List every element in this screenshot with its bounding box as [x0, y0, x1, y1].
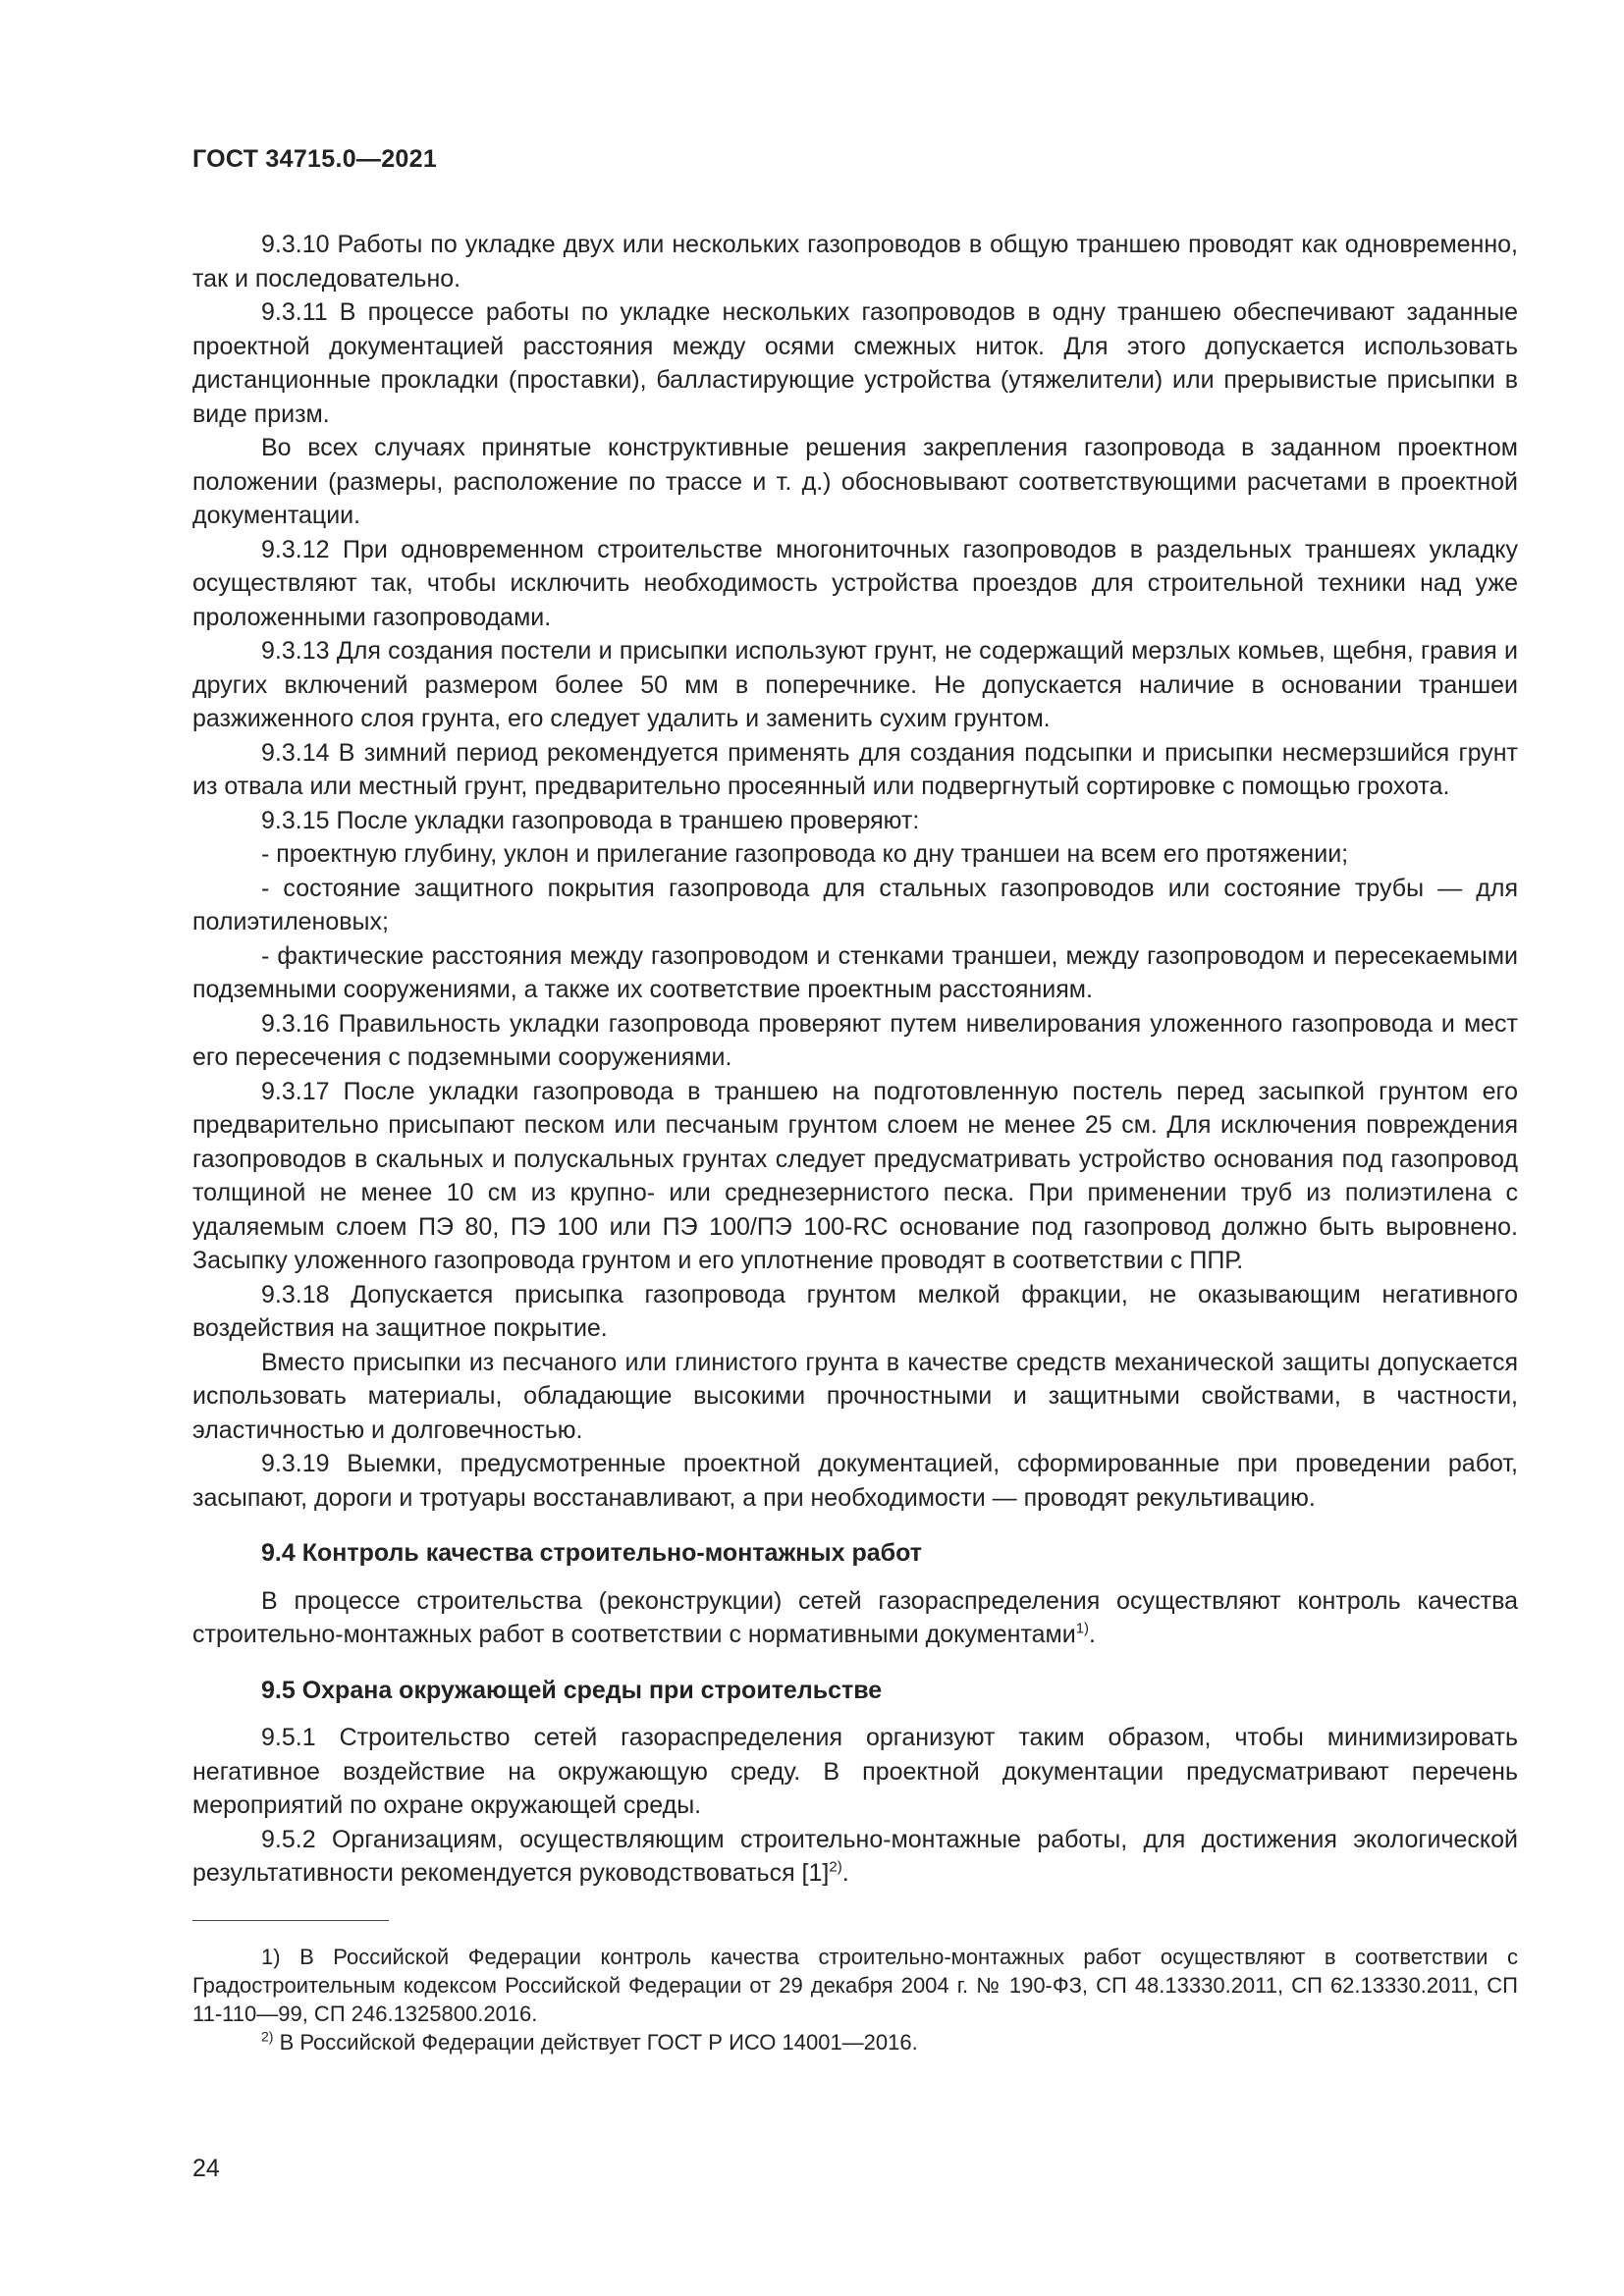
section-heading-9-4: 9.4 Контроль качества строительно-монтажных работ — [261, 1539, 922, 1567]
footnote-divider — [192, 1920, 389, 1921]
paragraph-9-3-15: 9.3.15 После укладки газопровода в траншею проверяют: — [261, 806, 920, 834]
paragraph-9-3-16: 9.3.16 Правильность укладки газопровода проверяют путем нивелирования уложенного газопровода и мест его пересечения с подземными сооружениями. — [192, 1009, 1518, 1071]
footnote-ref-1[interactable]: 1) — [1075, 1620, 1090, 1637]
paragraph-9-3-18-cont: Вместо присыпки из песчаного или глинистого грунта в качестве средств механической защиты допускается использовать материалы, обладающие высокими прочностными и защитными свойствами, в частности, эластичностью и долговечностью. — [192, 1348, 1518, 1444]
page-number: 24 — [192, 2155, 220, 2182]
footnote-2 — [192, 2028, 1518, 2056]
list-item: - проектную глубину, уклон и прилегание газопровода ко дну траншеи на всем его протяжении; — [261, 840, 1349, 868]
paragraph-9-5-2 — [192, 1823, 1518, 1891]
footnote-2-marker: 2) — [261, 2028, 274, 2045]
paragraph-9-3-14: 9.3.14 В зимний период рекомендуется применять для создания подсыпки и присыпки несмерзшийся грунт из отвала или местный грунт, предварительно просеянный или подвергнутый сортировке с помощью грохота. — [192, 738, 1518, 800]
footnote-1: 1) В Российской Федерации контроль качества строительно-монтажных работ осуществляют в соответствии с Градостроительным кодексом Российской Федерации от 29 декабря 2004 г. № 190-ФЗ, СП 48.13330.2011, СП 62.13330.2011, СП 11-110—99, СП 246.1325800.2016. — [192, 1944, 1518, 2026]
paragraph-9-5-2-text: 9.5.2 Организациям, осуществляющим строительно-монтажные работы, для достижения экологической результативности рекомендуется руководствоваться [1] — [192, 1825, 1518, 1887]
footnote-ref-2[interactable]: 2) — [829, 1858, 842, 1876]
paragraph-end: . — [841, 1859, 849, 1887]
paragraph-9-3-17: 9.3.17 После укладки газопровода в траншею на подготовленную постель перед засыпкой грунтом его предварительно присыпают песком или песчаным грунтом слоем не менее 25 см. Для исключения повреждения газопроводов в скальных и полускальных грунтах следует предусматривать устройство основания под газопровод толщиной не менее 10 см из крупно- или среднезернистого песка. При применении труб из полиэтилена с удаляемым слоем ПЭ 80, ПЭ 100 или ПЭ 100/ПЭ 100-RC основание под газопровод должно быть выровнено. Засыпку уложенного газопровода грунтом и его уплотнение проводят в соответствии с ППР. — [192, 1077, 1518, 1274]
document-body — [192, 228, 1518, 2056]
paragraph-9-3-10: 9.3.10 Работы по укладке двух или нескольких газопроводов в общую траншею проводят как одновременно, так и последовательно. — [192, 231, 1518, 293]
paragraph-9-3-18: 9.3.18 Допускается присыпка газопровода грунтом мелкой фракции, не оказывающим негативного воздействия на защитное покрытие. — [192, 1280, 1518, 1342]
paragraph-9-5-1: 9.5.1 Строительство сетей газораспределения организуют таким образом, чтобы минимизировать негативное воздействие на окружающую среду. В проектной документации предусматривают перечень мероприятий по охране окружающей среды. — [192, 1724, 1518, 1819]
paragraph-9-3-12: 9.3.12 При одновременном строительстве многониточных газопроводов в раздельных траншеях укладку осуществляют так, чтобы исключить необходимость устройства проездов для строительной техники над уже проложенными газопроводами. — [192, 535, 1518, 631]
paragraph-9-3-19: 9.3.19 Выемки, предусмотренные проектной документацией, сформированные при проведении работ, засыпают, дороги и тротуары восстанавливают, а при необходимости — проводят рекультивацию. — [192, 1450, 1518, 1512]
paragraph-9-3-13: 9.3.13 Для создания постели и присыпки используют грунт, не содержащий мерзлых комьев, щебня, гравия и других включений размером более 50 мм в поперечнике. Не допускается наличие в основании траншеи разжиженного слоя грунта, его следует удалить и заменить сухим грунтом. — [192, 637, 1518, 732]
document-header: ГОСТ 34715.0—2021 — [192, 145, 438, 173]
paragraph-9-4 — [192, 1584, 1518, 1652]
paragraph-9-3-11-cont: Во всех случаях принятые конструктивные решения закрепления газопровода в заданном проектном положении (размеры, расположение по трассе и т. д.) обосновывают соответствующими расчетами в проектной документации. — [192, 434, 1518, 529]
list-item: - состояние защитного покрытия газопровода для стальных газопроводов или состояние трубы — для полиэтиленовых; — [192, 874, 1518, 935]
footnote-2-text: В Российской Федерации действует ГОСТ Р ИСО 14001—2016. — [273, 2029, 918, 2055]
list-item: - фактические расстояния между газопроводом и стенками траншеи, между газопроводом и пересекаемыми подземными сооружениями, а также их соответствие проектным расстояниям. — [192, 941, 1518, 1003]
paragraph-9-3-11: 9.3.11 В процессе работы по укладке нескольких газопроводов в одну траншею обеспечивают заданные проектной документацией расстояния между осями смежных ниток. Для этого допускается использовать дистанционные прокладки (проставки), балластирующие устройства (утяжелители) или прерывистые присыпки в виде призм. — [192, 298, 1518, 428]
section-heading-9-5: 9.5 Охрана окружающей среды при строительстве — [261, 1676, 883, 1704]
paragraph-9-4-text: В процессе строительства (реконструкции) сетей газораспределения осуществляют контроль качества строительно-монтажных работ в соответствии с нормативными документами — [192, 1586, 1518, 1648]
paragraph-end: . — [1089, 1621, 1096, 1648]
